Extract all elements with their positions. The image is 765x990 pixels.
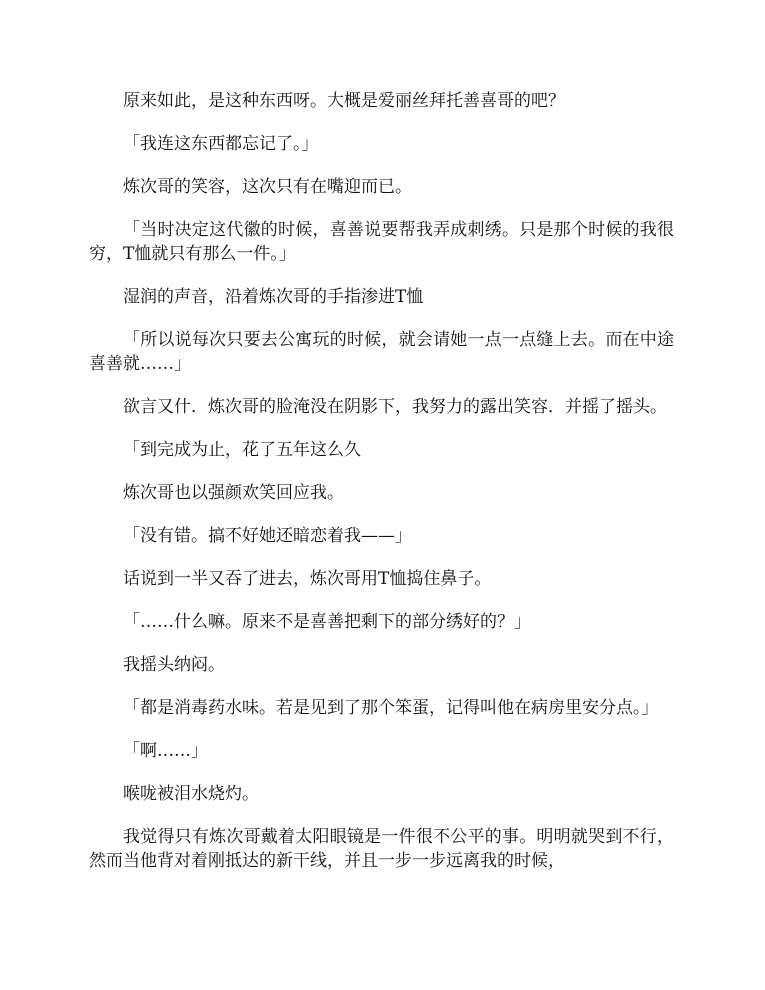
paragraph-3: 炼次哥的笑容，这次只有在嘴迎而已。 — [123, 177, 412, 197]
paragraph-13: 我摇头纳闷。 — [123, 655, 225, 675]
paragraph-6: 「所以说每次只要去公寓玩的时候，就会请她一点一点缝上去。而在中途喜善就……」 — [89, 330, 674, 374]
paragraph-4: 「当时决定这代徽的时候，喜善说要帮我弄成刺绣。只是那个时候的我很穷，T恤就只有那么一件。」 — [89, 220, 674, 264]
paragraph-10: 「没有错。搞不好她还暗恋着我——」 — [123, 526, 412, 546]
document-page — [89, 89, 674, 892]
paragraph-17: 我觉得只有炼次哥戴着太阳眼镜是一件很不公平的事。明明就哭到不行，然而当他背对着刚抵达的新干线，并且一步一步远离我的时候， — [89, 827, 674, 871]
paragraph-1: 原来如此，是这种东西呀。大概是爱丽丝拜托善喜哥的吧？ — [123, 91, 565, 111]
paragraph-2: 「我连这东西都忘记了。」 — [123, 134, 319, 154]
paragraph-14: 「都是消毒药水味。若是见到了那个笨蛋，记得叫他在病房里安分点。」 — [123, 698, 659, 718]
paragraph-5: 湿润的声音，沿着炼次哥的手指渗进T恤 — [123, 287, 424, 307]
paragraph-15: 「啊……」 — [123, 741, 208, 761]
paragraph-12: 「……什么嘛。原来不是喜善把剩下的部分绣好的？」 — [123, 612, 531, 632]
paragraph-16: 喉咙被泪水烧灼。 — [123, 784, 259, 804]
paragraph-11: 话说到一半又吞了进去，炼次哥用T恤捣住鼻子。 — [123, 569, 492, 589]
paragraph-9: 炼次哥也以强颜欢笑回应我。 — [123, 483, 344, 503]
paragraph-7: 欲言又什．炼次哥的脸淹没在阴影下，我努力的露出笑容．并摇了摇头。 — [123, 397, 667, 417]
paragraph-8: 「到完成为止，花了五年这么久 — [123, 440, 361, 460]
